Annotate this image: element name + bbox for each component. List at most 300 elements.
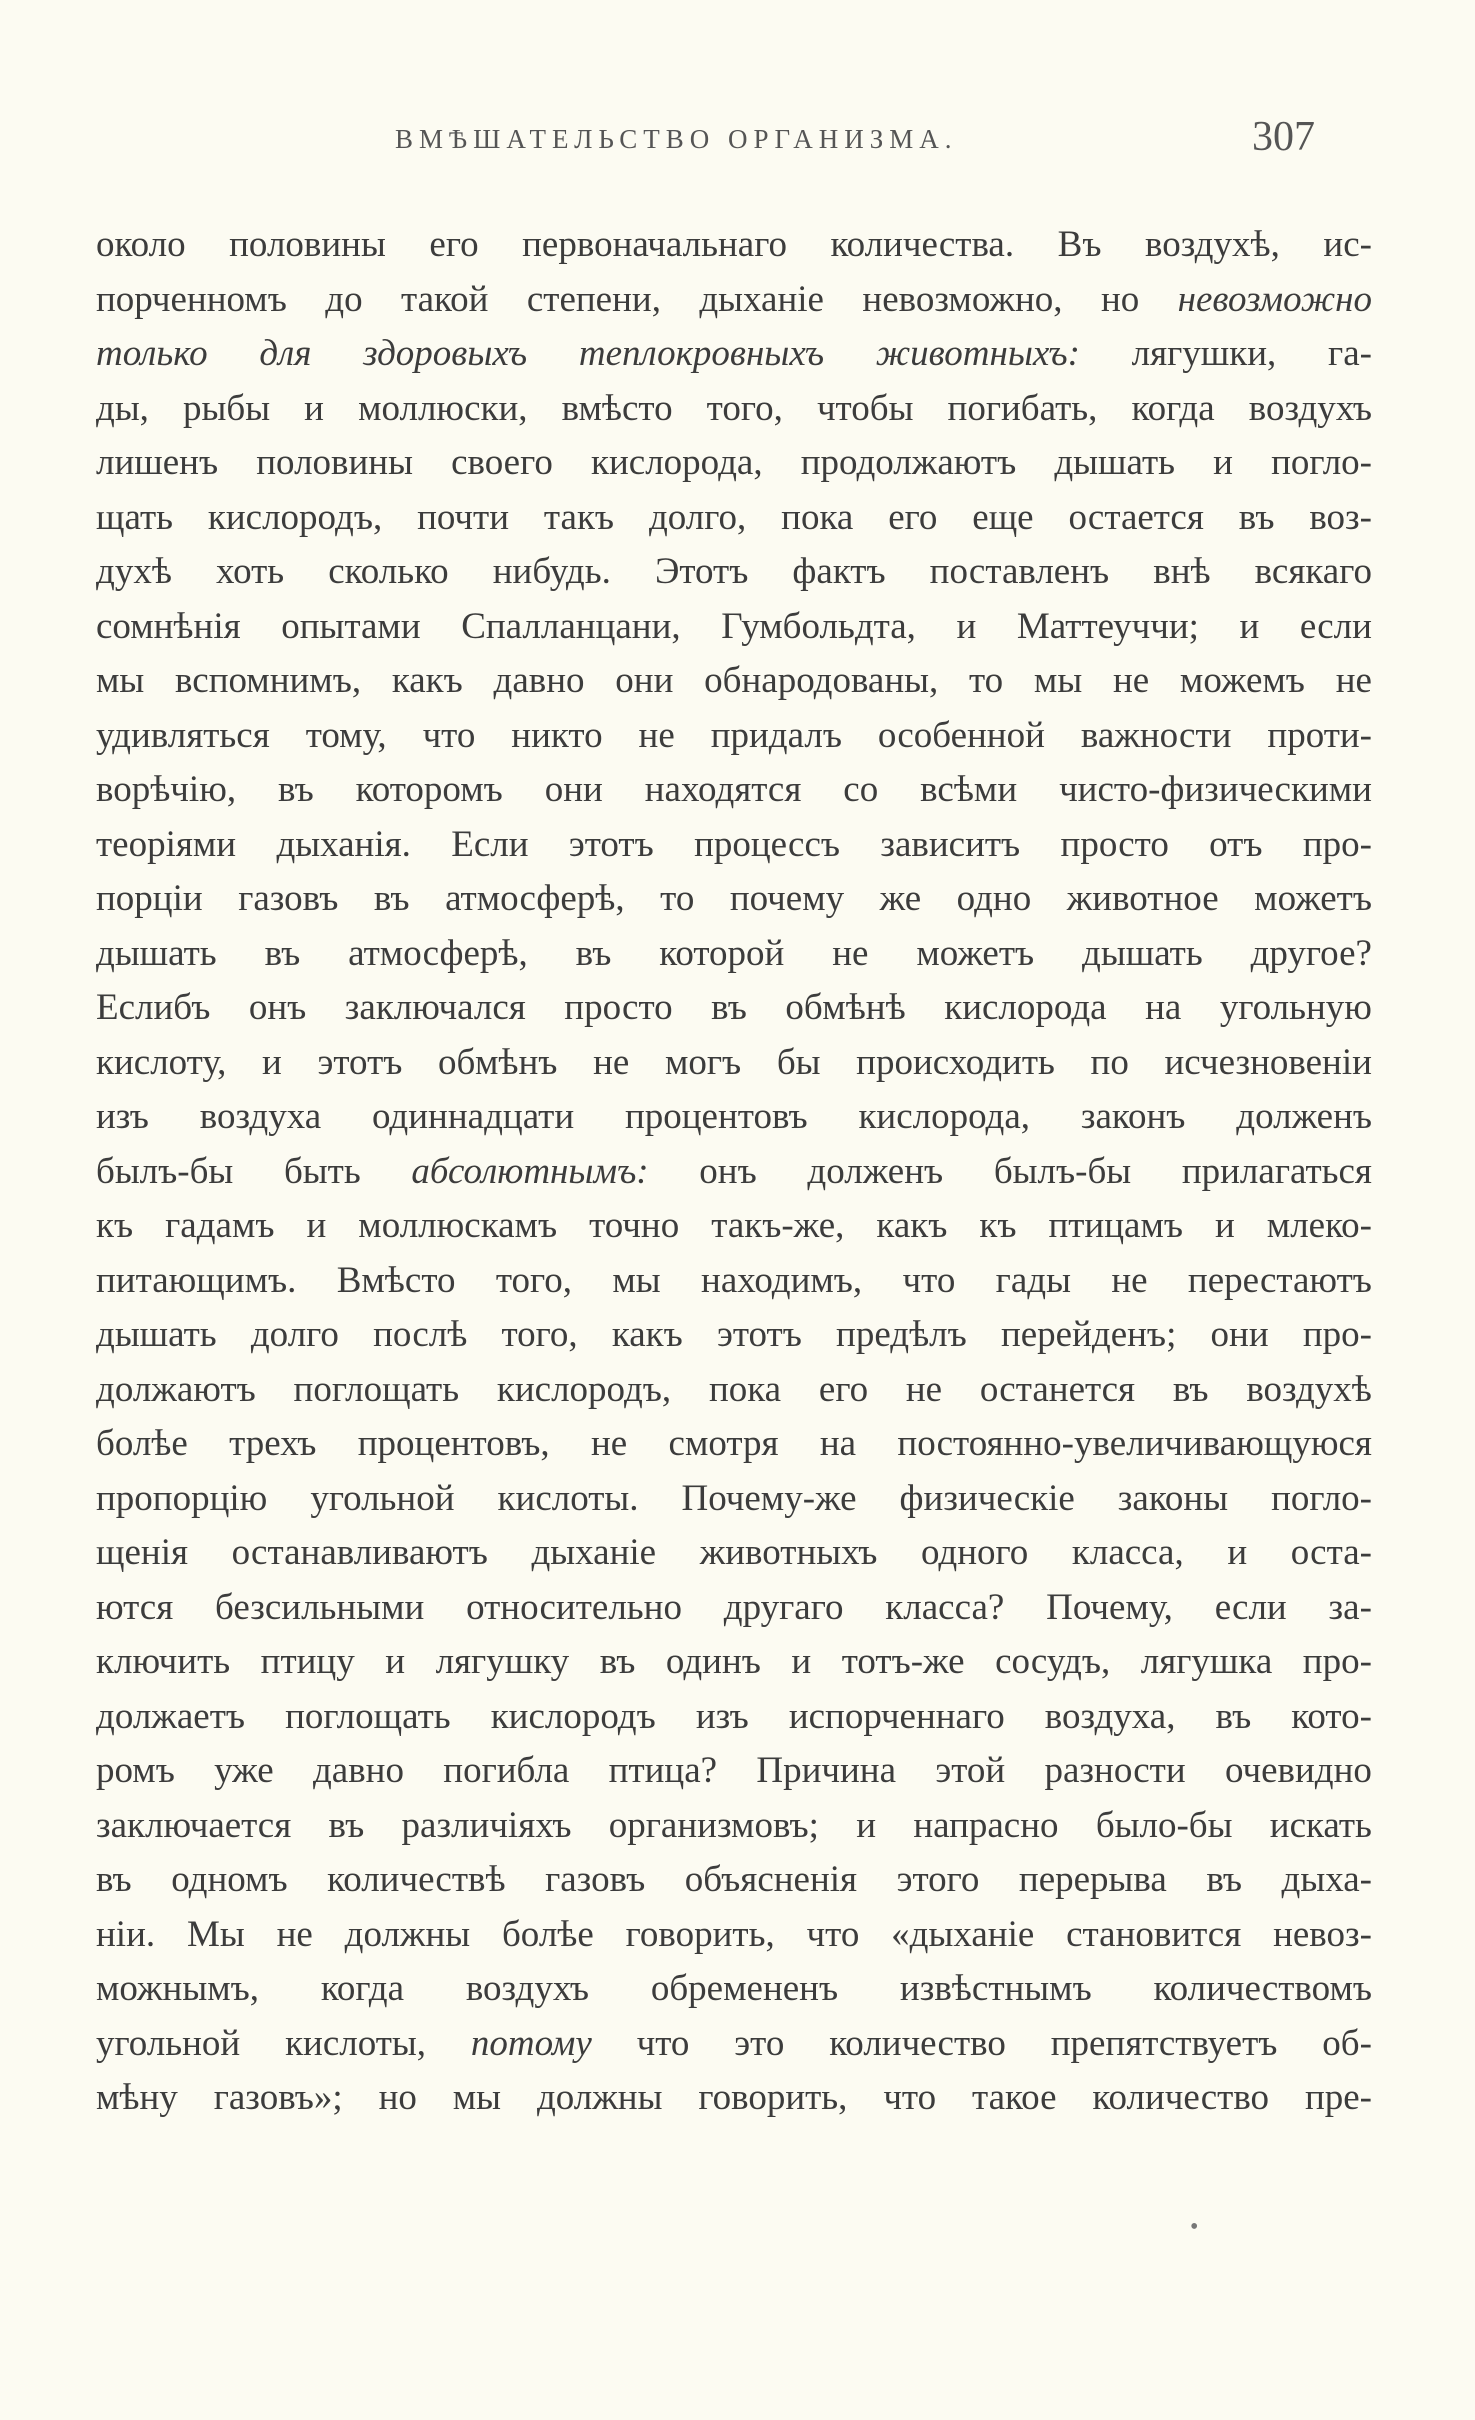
word: въ — [1238, 496, 1275, 538]
word: долженъ — [1236, 1096, 1372, 1137]
word: въ — [1206, 1859, 1243, 1900]
word: Еслибъ — [96, 987, 211, 1028]
text-line — [96, 218, 1372, 273]
word: со — [843, 769, 879, 810]
word: атмосферѣ, — [445, 878, 625, 919]
word: дышать — [1082, 932, 1203, 974]
word: изъ — [695, 1695, 749, 1737]
word: хоть — [215, 551, 285, 592]
text-line — [96, 1853, 1372, 1908]
word: животныхъ — [699, 1532, 878, 1573]
word: становится — [1066, 1913, 1242, 1955]
word: былъ-бы — [96, 1150, 234, 1192]
word: мы — [612, 1259, 661, 1301]
word: смотря — [668, 1423, 779, 1464]
word: что — [883, 2077, 937, 2118]
word: невоз- — [1273, 1913, 1372, 1955]
word: не — [1335, 660, 1372, 701]
word: сколько — [328, 551, 449, 592]
word: они — [1210, 1314, 1269, 1355]
word: щать — [96, 496, 173, 538]
word: уже — [214, 1750, 274, 1791]
word: птица? — [608, 1750, 718, 1791]
word: рыбы — [183, 387, 271, 429]
text-line — [96, 1254, 1372, 1309]
word: другое? — [1250, 932, 1372, 974]
italic-word: невозможно — [1177, 278, 1372, 320]
word: внѣ — [1153, 551, 1211, 592]
word: отъ — [1209, 823, 1263, 865]
text-line — [96, 818, 1372, 873]
word: Вмѣсто — [336, 1259, 456, 1301]
word: Почему-же — [681, 1477, 857, 1519]
text-line — [96, 382, 1372, 437]
word: и — [304, 387, 324, 429]
word: Спалланцани, — [461, 605, 681, 647]
word: точно — [589, 1205, 680, 1246]
text-line — [96, 1908, 1372, 1963]
word: дышать — [96, 1314, 217, 1355]
word: еще — [972, 496, 1034, 538]
word: погло- — [1271, 1477, 1372, 1519]
word: находимъ, — [701, 1259, 863, 1301]
word: что — [902, 1259, 956, 1301]
word: ромъ — [96, 1750, 175, 1791]
word: питающимъ. — [96, 1259, 297, 1301]
word: могъ — [664, 1041, 742, 1083]
word: животное — [1066, 878, 1219, 919]
word: половины — [256, 442, 413, 483]
text-line — [96, 491, 1372, 546]
word: ворѣчію, — [96, 769, 237, 810]
word: мѣну — [96, 2077, 178, 2118]
word: никто — [511, 714, 603, 756]
word: Мы — [186, 1913, 245, 1955]
word: напрасно — [913, 1804, 1059, 1846]
word: первоначальнаго — [522, 224, 787, 265]
word: воздухѣ, — [1145, 224, 1280, 265]
word: должаютъ — [96, 1368, 256, 1410]
word: что — [806, 1913, 860, 1955]
word: въ — [711, 987, 747, 1028]
running-head: ВМѢШАТЕЛЬСТВО ОРГАНИЗМА. — [395, 124, 958, 154]
italic-word: теплокровныхъ — [578, 333, 825, 374]
word: мы — [1033, 660, 1083, 701]
word: былъ-бы — [993, 1150, 1132, 1192]
word: разности — [1044, 1750, 1186, 1791]
text-line — [96, 763, 1372, 818]
word: такъ — [543, 496, 615, 538]
word: Причина — [756, 1750, 897, 1791]
word: исчезновеніи — [1164, 1041, 1372, 1083]
word: воздухѣ — [1246, 1368, 1372, 1410]
word: въ — [1172, 1368, 1209, 1410]
word: того, — [706, 387, 783, 429]
word: про- — [1302, 823, 1372, 865]
text-line — [96, 1417, 1372, 1472]
italic-word: потому — [470, 2022, 592, 2064]
word: зависитъ — [880, 823, 1021, 865]
word: птицу — [260, 1641, 355, 1682]
word: не — [905, 1368, 943, 1410]
word: давно — [493, 660, 585, 701]
word: то — [660, 878, 695, 919]
word: Гумбольдта, — [721, 605, 916, 647]
word: об- — [1322, 2022, 1372, 2064]
word: этотъ — [716, 1314, 802, 1355]
word: долго, — [648, 496, 747, 538]
word: дыха- — [1281, 1859, 1372, 1900]
word: Этотъ — [654, 551, 749, 592]
word: дыханіе — [699, 278, 824, 320]
word: лишенъ — [96, 442, 219, 483]
word: обремененъ — [650, 1968, 839, 2009]
word: говорить, — [698, 2077, 848, 2118]
word: невозможно, — [862, 278, 1063, 320]
word: должны — [344, 1913, 471, 1955]
word: обнародованы, — [704, 660, 939, 701]
word: продолжаютъ — [800, 442, 1017, 483]
word: просто — [1060, 823, 1169, 865]
word: половины — [229, 224, 386, 265]
word: различіяхъ — [401, 1804, 572, 1846]
word: какъ — [876, 1205, 948, 1246]
word: ніи. — [96, 1913, 156, 1955]
word: какъ — [391, 660, 463, 701]
word: проти- — [1267, 714, 1372, 756]
word: погло- — [1271, 442, 1372, 483]
word: придалъ — [710, 714, 842, 756]
word: предѣлъ — [836, 1314, 967, 1355]
italic-word: животныхъ: — [875, 333, 1080, 374]
word: не — [593, 1041, 630, 1083]
word: тому, — [305, 714, 387, 756]
word: бы — [776, 1041, 821, 1083]
word: такой — [401, 278, 489, 320]
word: не — [590, 1423, 628, 1464]
word: всякаго — [1254, 551, 1372, 592]
word: не — [832, 932, 869, 974]
word: сомнѣнія — [96, 605, 241, 647]
text-line — [96, 1090, 1372, 1145]
word: когда — [320, 1968, 405, 2009]
word: долженъ — [807, 1150, 944, 1192]
word: и — [1213, 442, 1233, 483]
word: такъ-же, — [711, 1205, 845, 1246]
text-line — [96, 1690, 1372, 1745]
word: трехъ — [229, 1423, 317, 1464]
word: особенной — [877, 714, 1045, 756]
word: угольной — [96, 2022, 241, 2064]
word: долго — [250, 1314, 339, 1355]
word: чисто-физическими — [1059, 769, 1372, 810]
word: которой — [659, 932, 785, 974]
word: ются — [96, 1586, 174, 1628]
word: въ — [575, 932, 612, 974]
text-line — [96, 600, 1372, 655]
word: и — [1239, 605, 1260, 647]
word: важности — [1080, 714, 1232, 756]
word: угольной — [310, 1477, 455, 1519]
word: послѣ — [373, 1314, 468, 1355]
word: воз- — [1309, 496, 1372, 538]
word: погибла — [443, 1750, 570, 1791]
text-line — [96, 1308, 1372, 1363]
word: мы — [452, 2077, 502, 2118]
word: дыханіе — [531, 1532, 657, 1573]
word: они — [615, 660, 674, 701]
word: гадамъ — [165, 1205, 275, 1246]
word: «дыханіе — [891, 1913, 1035, 1955]
word: погибать, — [947, 387, 1098, 429]
word: онъ — [699, 1150, 757, 1192]
body-text — [96, 218, 1372, 2126]
word: этотъ — [317, 1041, 403, 1083]
word: ключить — [96, 1641, 231, 1682]
word: почти — [417, 496, 510, 538]
text-line — [96, 981, 1372, 1036]
word: и — [262, 1041, 282, 1083]
text-line — [96, 2017, 1372, 2072]
word: на — [1145, 987, 1182, 1028]
word: того, — [501, 1314, 578, 1355]
word: должаетъ — [96, 1695, 246, 1737]
word: одномъ — [171, 1859, 288, 1900]
word: одного — [920, 1532, 1029, 1573]
word: другаго — [723, 1586, 844, 1628]
word: испорченнаго — [788, 1695, 1005, 1737]
italic-word: абсолютнымъ: — [411, 1150, 649, 1192]
word: къ — [96, 1205, 134, 1246]
word: одинъ — [665, 1641, 761, 1682]
word: дышать — [1054, 442, 1176, 483]
text-line — [96, 2071, 1372, 2126]
word: количествомъ — [1153, 1968, 1372, 2009]
word: Въ — [1057, 224, 1102, 265]
word: про- — [1302, 1314, 1372, 1355]
word: угольную — [1219, 987, 1372, 1028]
italic-word: здоровыхъ — [363, 333, 528, 374]
word: препятствуетъ — [1050, 2022, 1278, 2064]
word: Маттеуччи; — [1016, 605, 1199, 647]
word: млеко- — [1266, 1205, 1372, 1246]
word: теоріями — [96, 823, 237, 865]
word: обмѣнъ — [438, 1041, 558, 1083]
word: Почему, — [1046, 1586, 1173, 1628]
word: и — [1227, 1532, 1248, 1573]
word: его — [888, 496, 938, 538]
word: кото- — [1291, 1695, 1372, 1737]
text-line — [96, 327, 1372, 382]
word: и — [856, 1804, 877, 1846]
text-line — [96, 1036, 1372, 1091]
word: законы — [1117, 1477, 1229, 1519]
word: это — [734, 2022, 785, 2064]
word: прилагаться — [1181, 1150, 1372, 1192]
word: моллюски, — [358, 387, 528, 429]
word: ис- — [1323, 224, 1372, 265]
word: кислородъ, — [207, 496, 383, 538]
word: въ — [328, 1804, 365, 1846]
word: остается — [1068, 496, 1204, 538]
word: поглощать — [285, 1695, 451, 1737]
word: степени, — [526, 278, 661, 320]
word: не — [638, 714, 675, 756]
word: какъ — [611, 1314, 683, 1355]
italic-word: только — [96, 333, 208, 374]
word: фактъ — [792, 551, 886, 592]
word: и — [385, 1641, 406, 1682]
word: кислородъ, — [496, 1368, 672, 1410]
word: Если — [451, 823, 529, 865]
word: про- — [1302, 1641, 1372, 1682]
word: организмовъ; — [608, 1804, 819, 1846]
word: по — [1090, 1041, 1129, 1083]
word: тотъ-же — [841, 1641, 965, 1682]
word: одно — [956, 878, 1032, 919]
word: болѣе — [96, 1423, 188, 1464]
word: въ — [264, 932, 301, 974]
word: кислоты. — [497, 1477, 639, 1519]
text-line — [96, 872, 1372, 927]
word: въ — [599, 1641, 636, 1682]
word: физическіе — [899, 1477, 1075, 1519]
word: процентовъ — [624, 1096, 808, 1137]
word: атмосферѣ, — [348, 932, 528, 974]
word: но — [1100, 278, 1140, 320]
word: перейденъ; — [1000, 1314, 1177, 1355]
word: мы — [96, 660, 145, 701]
page-number: 307 — [1252, 114, 1315, 160]
word: должны — [536, 2077, 663, 2118]
word: если — [1299, 605, 1372, 647]
word: пропорцію — [96, 1477, 268, 1519]
word: если — [1214, 1586, 1287, 1628]
italic-word: для — [259, 333, 312, 374]
word: воздухъ — [1248, 387, 1372, 429]
word: воздуха, — [1044, 1695, 1176, 1737]
word: лягушка — [1140, 1641, 1273, 1682]
word: останется — [979, 1368, 1136, 1410]
word: болѣе — [501, 1913, 594, 1955]
word: одиннадцати — [371, 1096, 575, 1137]
text-line — [96, 1962, 1372, 2017]
word: гады — [995, 1259, 1071, 1301]
word: его — [818, 1368, 869, 1410]
word: перестаютъ — [1187, 1259, 1372, 1301]
word: количествѣ — [327, 1859, 506, 1900]
text-line — [96, 1199, 1372, 1254]
word: пока — [708, 1368, 782, 1410]
word: га- — [1328, 333, 1372, 374]
word: въ — [373, 878, 410, 919]
word: не — [276, 1913, 313, 1955]
word: просто — [564, 987, 673, 1028]
word: быть — [283, 1150, 361, 1192]
word: можетъ — [916, 932, 1035, 974]
word: вмѣсто — [561, 387, 673, 429]
text-line — [96, 654, 1372, 709]
word: они — [544, 769, 603, 810]
word: воздуха — [199, 1096, 322, 1137]
word: законъ — [1080, 1096, 1186, 1137]
word: духѣ — [96, 551, 172, 592]
word: постоянно-увеличивающуюся — [897, 1423, 1372, 1464]
word: но — [378, 2077, 417, 2118]
word: обмѣнѣ — [785, 987, 906, 1028]
text-line — [96, 273, 1372, 328]
word: искать — [1269, 1804, 1372, 1846]
word: оста- — [1290, 1532, 1372, 1573]
word: и — [1214, 1205, 1235, 1246]
word: количества. — [830, 224, 1015, 265]
text-line — [96, 545, 1372, 600]
word: что — [636, 2022, 690, 2064]
word: относительно — [466, 1586, 682, 1628]
printer-mark: • — [1190, 2214, 1199, 2240]
word: же — [879, 878, 922, 919]
text-line — [96, 1472, 1372, 1527]
word: класса? — [885, 1586, 1005, 1628]
word: въ — [278, 769, 314, 810]
word: перерыва — [1018, 1859, 1167, 1900]
text-line — [96, 1744, 1372, 1799]
word: этой — [935, 1750, 1006, 1791]
word: не — [1111, 1259, 1148, 1301]
word: кислорода, — [591, 442, 763, 483]
word: кислоты, — [285, 2022, 427, 2064]
word: порченномъ — [96, 278, 287, 320]
word: чтобы — [816, 387, 914, 429]
word: безсильными — [215, 1586, 425, 1628]
word: и — [956, 605, 977, 647]
word: количество — [1092, 2077, 1270, 2118]
word: моллюскамъ — [358, 1205, 558, 1246]
word: его — [429, 224, 479, 265]
word: онъ — [248, 987, 307, 1028]
word: заключался — [344, 987, 526, 1028]
word: за- — [1328, 1586, 1372, 1628]
word: происходить — [856, 1041, 1055, 1083]
word: поставленъ — [929, 551, 1110, 592]
word: можетъ — [1254, 878, 1372, 919]
word: класса, — [1071, 1532, 1184, 1573]
word: на — [819, 1423, 857, 1464]
word: въ — [96, 1859, 132, 1900]
word: до — [325, 278, 363, 320]
word: что — [422, 714, 476, 756]
word: около — [96, 224, 186, 265]
word: кислорода — [944, 987, 1107, 1028]
text-line — [96, 1145, 1372, 1200]
word: пока — [781, 496, 854, 538]
text-line — [96, 1799, 1372, 1854]
word: кислоту, — [96, 1041, 227, 1083]
word: всѣми — [920, 769, 1018, 810]
word: вспомнимъ, — [175, 660, 362, 701]
word: кислорода, — [858, 1096, 1031, 1137]
word: лягушку — [435, 1641, 570, 1682]
word: изъ — [96, 1096, 149, 1137]
word: кислородъ — [490, 1695, 656, 1737]
word: лягушки, — [1131, 333, 1277, 374]
word: почему — [729, 878, 845, 919]
word: можемъ — [1179, 660, 1305, 701]
word: птицамъ — [1048, 1205, 1183, 1246]
word: воздухъ — [465, 1968, 590, 2009]
word: которомъ — [355, 769, 503, 810]
word: нибудь. — [492, 551, 611, 592]
